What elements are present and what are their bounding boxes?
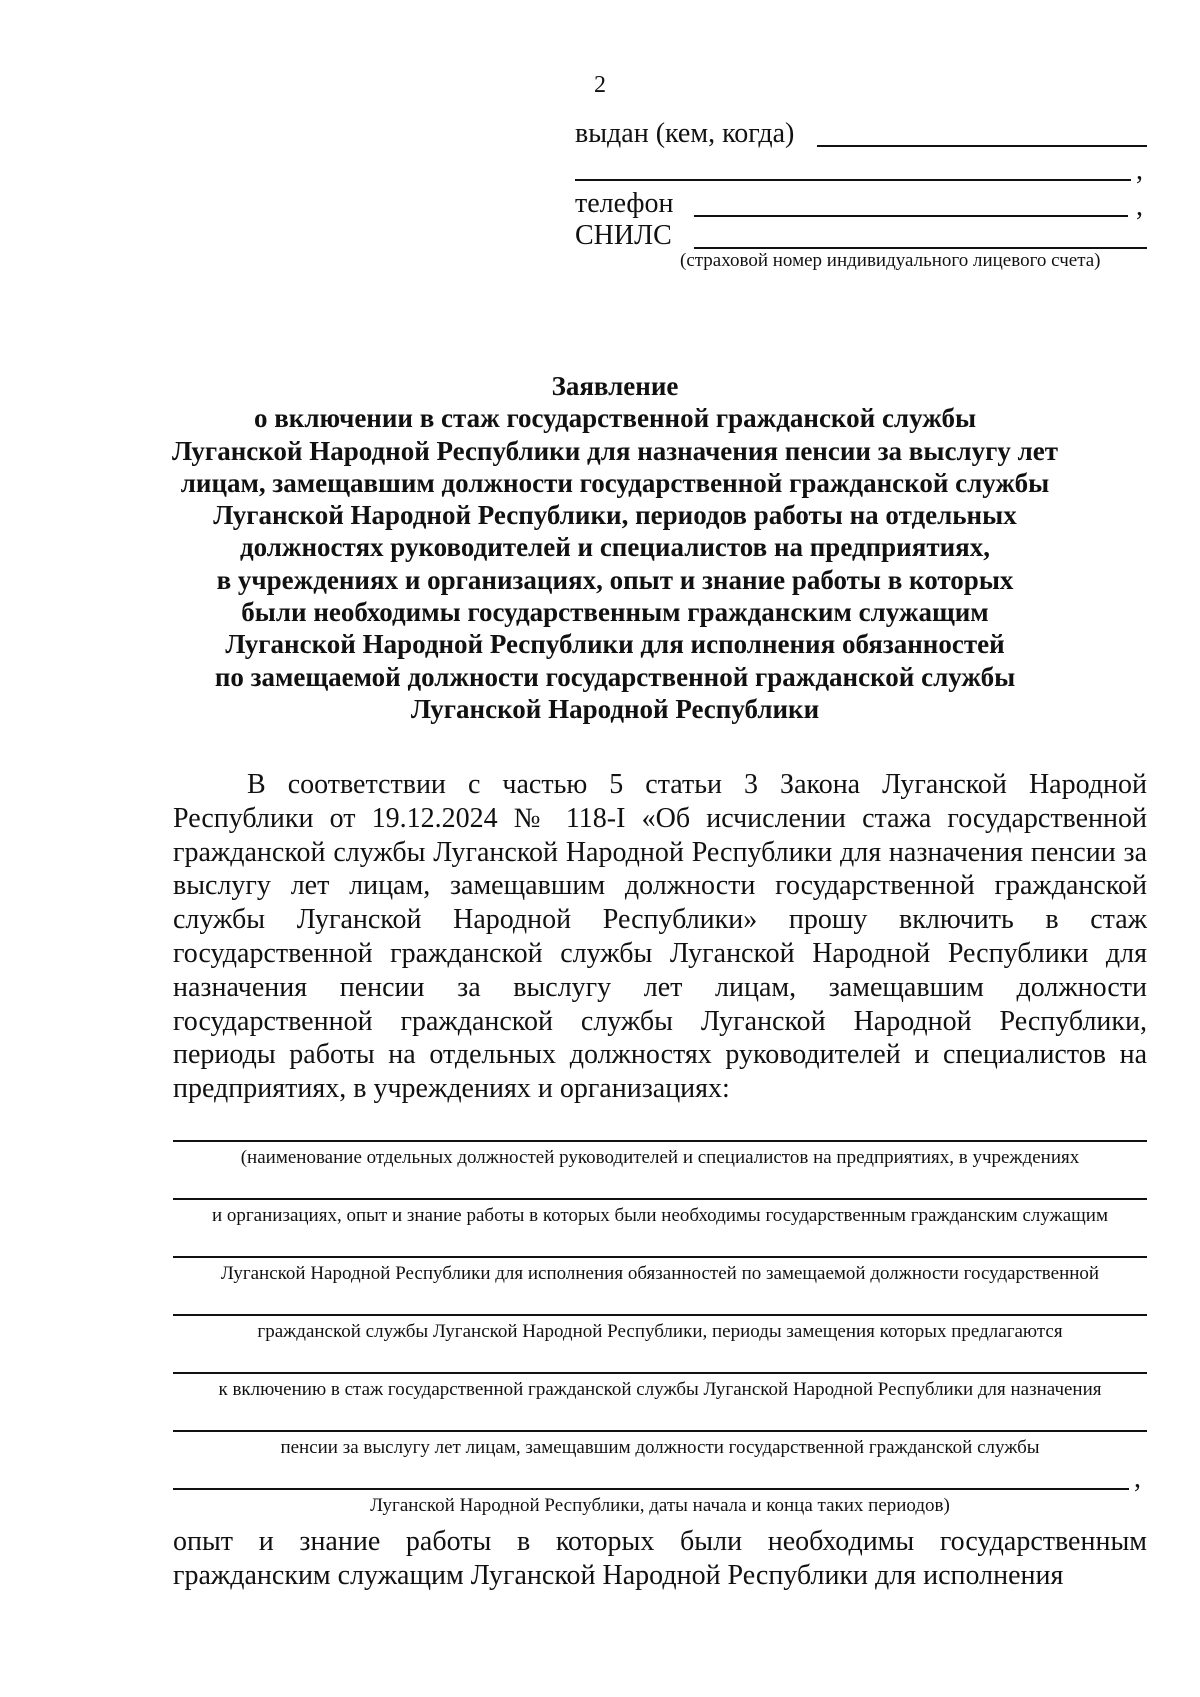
title-line: по замещаемой должности государственной гражданской службы <box>214 661 1016 692</box>
continuation-paragraph: опыт и знание работы в которых были необходимы государственным гражданским служащим Луганской Народной Республики для исполнения <box>173 1526 1147 1591</box>
form-fill-line[interactable] <box>173 1488 1129 1490</box>
title-line: Луганской Народной Республики <box>410 693 820 724</box>
form-comma: , <box>1134 1463 1141 1494</box>
title-line: были необходимы государственным гражданским служащим <box>241 597 989 628</box>
form-caption: Луганской Народной Республики, даты начала и конца таких периодов) <box>370 1495 950 1516</box>
form-fill-line[interactable] <box>173 1372 1147 1374</box>
title-line: Луганской Народной Республики для исполнения обязанностей <box>225 629 1005 660</box>
form-caption: и организациях, опыт и знание работы в которых были необходимы государственным гражданским служащим <box>211 1205 1109 1226</box>
form-fill-line[interactable] <box>173 1430 1147 1432</box>
document-title <box>150 370 1080 725</box>
form-caption: Луганской Народной Республики для исполнения обязанностей по замещаемой должности государственной <box>220 1263 1100 1284</box>
page-number: 2 <box>594 72 606 98</box>
issued-label: выдан (кем, когда) <box>575 118 795 149</box>
body-paragraph: В соответствии с частью 5 статьи 3 Закона Луганской Народной Республики от 19.12.2024 № 118-I «Об исчислении стажа государственной гражданской службы Луганской Народной Республики для назначения пенсии за выслугу лет лицам, замещавшим должности государственной гражданской службы Луганской Народной Республики» прошу включить в стаж государственной гражданской службы Луганской Народной Республики для назначения пенсии за выслугу лет лицам, замещавшим должности государственной гражданской службы Луганской Народной Республики, периоды работы на отдельных должностях руководителей и специалистов на предприятиях, в учреждениях и организациях: <box>173 769 1147 1105</box>
phone-field[interactable] <box>694 215 1128 217</box>
form-fill-line[interactable] <box>173 1256 1147 1258</box>
title-line: в учреждениях и организациях, опыт и знание работы в которых <box>216 564 1014 595</box>
form-caption: (наименование отдельных должностей руководителей и специалистов на предприятиях, в учреждениях <box>240 1147 1080 1168</box>
form-fill-line[interactable] <box>173 1140 1147 1142</box>
form-caption: к включению в стаж государственной гражданской службы Луганской Народной Республики для назначения <box>218 1379 1102 1400</box>
title-line: Заявление <box>551 371 679 401</box>
phone-label: телефон <box>575 188 674 219</box>
form-caption: пенсии за выслугу лет лицам, замещавшим должности государственной гражданской службы <box>280 1437 1040 1458</box>
title-line: должностях руководителей и специалистов на предприятиях, <box>239 532 991 563</box>
snils-label: СНИЛС <box>575 220 672 251</box>
title-line: Луганской Народной Республики для назначения пенсии за выслугу лет <box>171 435 1059 466</box>
issued-field-continuation[interactable] <box>575 179 1131 181</box>
title-line: лицам, замещавшим должности государственной гражданской службы <box>180 467 1050 498</box>
title-line: Луганской Народной Республики, периодов работы на отдельных <box>213 500 1017 531</box>
issued-comma: , <box>1136 155 1143 186</box>
form-fill-line[interactable] <box>173 1198 1147 1200</box>
form-caption: гражданской службы Луганской Народной Республики, периоды замещения которых предлагаются <box>257 1321 1063 1342</box>
snils-hint: (страховой номер индивидуального лицевого счета) <box>680 250 1101 271</box>
phone-comma: , <box>1136 191 1143 222</box>
form-fill-line[interactable] <box>173 1314 1147 1316</box>
title-line: о включении в стаж государственной гражданской службы <box>253 403 977 434</box>
issued-field[interactable] <box>817 145 1147 147</box>
snils-field[interactable] <box>694 247 1147 249</box>
